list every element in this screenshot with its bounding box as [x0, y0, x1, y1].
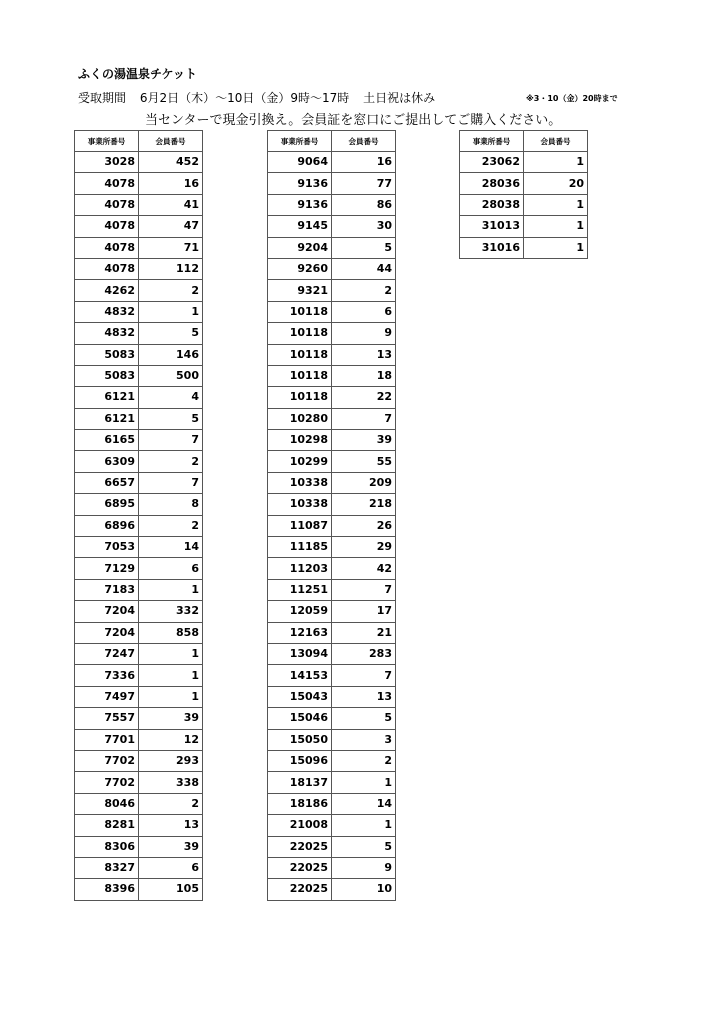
member-number-cell: 26 [332, 515, 396, 536]
office-number-cell: 6657 [75, 472, 139, 493]
table-row [268, 451, 396, 472]
table-header-row [75, 131, 203, 152]
member-number-cell: 1 [524, 194, 588, 215]
table-row [75, 430, 203, 451]
table-row [75, 344, 203, 365]
member-number-cell: 12 [139, 729, 203, 750]
table-row [75, 515, 203, 536]
office-number-cell: 11185 [268, 537, 332, 558]
member-number-cell: 7 [332, 665, 396, 686]
table-row [268, 750, 396, 771]
member-number-cell: 500 [139, 365, 203, 386]
table-row [268, 836, 396, 857]
exchange-info: 当センターで現金引換え。会員証を窓口にご提出してご購入ください。 [145, 113, 562, 128]
table-row [75, 301, 203, 322]
table-row [268, 323, 396, 344]
table-row [268, 643, 396, 664]
office-number-cell: 4078 [75, 194, 139, 215]
table-row [75, 793, 203, 814]
member-number-cell: 6 [332, 301, 396, 322]
table-row [75, 686, 203, 707]
table-row [268, 152, 396, 173]
table-row [268, 173, 396, 194]
office-number-cell: 7247 [75, 643, 139, 664]
table-row [75, 836, 203, 857]
office-number-cell: 28036 [460, 173, 524, 194]
table-row [75, 708, 203, 729]
table-row [75, 173, 203, 194]
office-number-cell: 10338 [268, 494, 332, 515]
office-number-cell: 10338 [268, 472, 332, 493]
office-number-cell: 18186 [268, 793, 332, 814]
office-number-cell: 8327 [75, 857, 139, 878]
table-row [268, 815, 396, 836]
office-number-cell: 9260 [268, 258, 332, 279]
office-number-cell: 4078 [75, 173, 139, 194]
table-row [460, 216, 588, 237]
member-number-cell: 16 [332, 152, 396, 173]
office-number-cell: 10118 [268, 344, 332, 365]
office-number-cell: 15096 [268, 750, 332, 771]
office-number-cell: 9321 [268, 280, 332, 301]
member-number-cell: 2 [139, 280, 203, 301]
table-row [75, 558, 203, 579]
member-number-cell: 9 [332, 857, 396, 878]
member-number-cell: 39 [139, 836, 203, 857]
office-number-cell: 8396 [75, 879, 139, 900]
member-number-cell: 1 [524, 152, 588, 173]
office-number-cell: 11087 [268, 515, 332, 536]
table-row [460, 173, 588, 194]
office-number-cell: 14153 [268, 665, 332, 686]
table-row [75, 258, 203, 279]
table-row [268, 857, 396, 878]
office-number-cell: 9204 [268, 237, 332, 258]
member-number-cell: 77 [332, 173, 396, 194]
office-number-header: 事業所番号 [268, 131, 332, 152]
member-number-cell: 1 [332, 815, 396, 836]
office-number-cell: 9145 [268, 216, 332, 237]
office-number-cell: 9136 [268, 194, 332, 215]
member-number-cell: 1 [139, 686, 203, 707]
member-number-cell: 2 [332, 280, 396, 301]
member-number-cell: 1 [524, 216, 588, 237]
member-number-cell: 30 [332, 216, 396, 237]
member-number-cell: 17 [332, 601, 396, 622]
table-row [75, 237, 203, 258]
member-number-cell: 338 [139, 772, 203, 793]
member-number-cell: 6 [139, 857, 203, 878]
member-number-cell: 55 [332, 451, 396, 472]
table-row [75, 494, 203, 515]
period-label: 受取期間 [78, 91, 127, 105]
office-number-cell: 18137 [268, 772, 332, 793]
table-row [268, 879, 396, 900]
office-number-cell: 10118 [268, 323, 332, 344]
member-number-cell: 13 [332, 344, 396, 365]
member-number-cell: 7 [332, 579, 396, 600]
member-number-cell: 218 [332, 494, 396, 515]
member-number-cell: 858 [139, 622, 203, 643]
table-row [268, 237, 396, 258]
table-row [75, 815, 203, 836]
table-header-row [268, 131, 396, 152]
office-number-cell: 11203 [268, 558, 332, 579]
member-number-header: 会員番号 [139, 131, 203, 152]
office-number-cell: 11251 [268, 579, 332, 600]
period-dates: 6月2日（木）～10日（金）9時～17時 [139, 91, 350, 105]
member-number-cell: 1 [139, 579, 203, 600]
member-number-cell: 283 [332, 643, 396, 664]
table-row [75, 772, 203, 793]
office-number-cell: 4078 [75, 216, 139, 237]
table-row [268, 708, 396, 729]
table-row [268, 729, 396, 750]
member-number-cell: 5 [139, 323, 203, 344]
member-number-cell: 3 [332, 729, 396, 750]
table-row [75, 622, 203, 643]
table-row [268, 772, 396, 793]
office-number-cell: 15050 [268, 729, 332, 750]
office-number-cell: 22025 [268, 836, 332, 857]
table-row [268, 430, 396, 451]
member-number-cell: 41 [139, 194, 203, 215]
table-row [75, 643, 203, 664]
member-number-cell: 8 [139, 494, 203, 515]
office-number-cell: 13094 [268, 643, 332, 664]
member-number-cell: 7 [139, 472, 203, 493]
table-row [75, 152, 203, 173]
closed-days: 土日祝は休み [363, 91, 436, 105]
office-number-cell: 22025 [268, 857, 332, 878]
member-number-cell: 2 [139, 515, 203, 536]
table-body [460, 152, 588, 259]
office-number-cell: 7701 [75, 729, 139, 750]
office-number-cell: 10118 [268, 301, 332, 322]
table-row [75, 857, 203, 878]
member-number-cell: 2 [139, 793, 203, 814]
office-number-cell: 7336 [75, 665, 139, 686]
member-number-cell: 39 [332, 430, 396, 451]
office-number-cell: 12163 [268, 622, 332, 643]
member-number-cell: 14 [332, 793, 396, 814]
office-number-cell: 6896 [75, 515, 139, 536]
office-number-header: 事業所番号 [460, 131, 524, 152]
table-row [268, 280, 396, 301]
office-number-cell: 7053 [75, 537, 139, 558]
table-row [75, 216, 203, 237]
office-number-cell: 5083 [75, 365, 139, 386]
member-number-cell: 1 [139, 643, 203, 664]
table-row [268, 686, 396, 707]
ticket-table-3 [459, 130, 588, 259]
table-row [75, 365, 203, 386]
member-number-cell: 293 [139, 750, 203, 771]
table-row [75, 280, 203, 301]
member-number-cell: 2 [332, 750, 396, 771]
table-row [75, 601, 203, 622]
office-number-cell: 6895 [75, 494, 139, 515]
table-body [268, 152, 396, 901]
member-number-cell: 42 [332, 558, 396, 579]
office-number-cell: 10118 [268, 365, 332, 386]
table-row [75, 879, 203, 900]
table-row [75, 579, 203, 600]
ticket-table-1 [74, 130, 203, 901]
table-row [268, 665, 396, 686]
table-row [268, 258, 396, 279]
table-row [268, 537, 396, 558]
table-row [460, 194, 588, 215]
member-number-cell: 39 [139, 708, 203, 729]
table-row [268, 344, 396, 365]
office-number-cell: 31016 [460, 237, 524, 258]
member-number-cell: 10 [332, 879, 396, 900]
member-number-cell: 5 [332, 708, 396, 729]
table-row [268, 216, 396, 237]
table-row [268, 793, 396, 814]
office-number-cell: 6121 [75, 408, 139, 429]
member-number-cell: 7 [139, 430, 203, 451]
member-number-cell: 332 [139, 601, 203, 622]
member-number-cell: 105 [139, 879, 203, 900]
office-number-cell: 10299 [268, 451, 332, 472]
office-number-cell: 7702 [75, 750, 139, 771]
table-row [460, 237, 588, 258]
table-row [268, 194, 396, 215]
office-number-cell: 7204 [75, 622, 139, 643]
table-row [268, 472, 396, 493]
office-number-cell: 7557 [75, 708, 139, 729]
member-number-cell: 71 [139, 237, 203, 258]
member-number-cell: 2 [139, 451, 203, 472]
member-number-cell: 209 [332, 472, 396, 493]
page-title: ふくの湯温泉チケット [78, 67, 197, 81]
office-number-cell: 6309 [75, 451, 139, 472]
office-number-cell: 7497 [75, 686, 139, 707]
member-number-cell: 22 [332, 387, 396, 408]
table-row [460, 152, 588, 173]
member-number-cell: 47 [139, 216, 203, 237]
office-number-cell: 7183 [75, 579, 139, 600]
table-row [268, 558, 396, 579]
table-row [268, 622, 396, 643]
member-number-cell: 5 [332, 836, 396, 857]
member-number-cell: 86 [332, 194, 396, 215]
table-row [268, 579, 396, 600]
table-row [268, 494, 396, 515]
office-number-cell: 7702 [75, 772, 139, 793]
table-row [75, 750, 203, 771]
member-number-cell: 146 [139, 344, 203, 365]
member-number-cell: 112 [139, 258, 203, 279]
pickup-period [78, 90, 445, 106]
table-row [75, 408, 203, 429]
office-number-cell: 6165 [75, 430, 139, 451]
office-number-cell: 10298 [268, 430, 332, 451]
table-row [268, 601, 396, 622]
office-number-cell: 3028 [75, 152, 139, 173]
office-number-cell: 28038 [460, 194, 524, 215]
table-row [268, 365, 396, 386]
office-number-header: 事業所番号 [75, 131, 139, 152]
table-row [75, 537, 203, 558]
office-number-cell: 21008 [268, 815, 332, 836]
table-row [75, 194, 203, 215]
member-number-cell: 1 [139, 665, 203, 686]
office-number-cell: 5083 [75, 344, 139, 365]
office-number-cell: 4262 [75, 280, 139, 301]
office-number-cell: 15046 [268, 708, 332, 729]
office-number-cell: 6121 [75, 387, 139, 408]
table-row [75, 387, 203, 408]
office-number-cell: 31013 [460, 216, 524, 237]
member-number-cell: 9 [332, 323, 396, 344]
member-number-cell: 452 [139, 152, 203, 173]
office-number-cell: 23062 [460, 152, 524, 173]
member-number-cell: 20 [524, 173, 588, 194]
member-number-cell: 13 [139, 815, 203, 836]
office-number-cell: 9064 [268, 152, 332, 173]
office-number-cell: 8046 [75, 793, 139, 814]
office-number-cell: 10280 [268, 408, 332, 429]
office-number-cell: 10118 [268, 387, 332, 408]
member-number-cell: 44 [332, 258, 396, 279]
member-number-header: 会員番号 [524, 131, 588, 152]
table-header-row [460, 131, 588, 152]
office-number-cell: 4078 [75, 237, 139, 258]
member-number-cell: 6 [139, 558, 203, 579]
office-number-cell: 4832 [75, 323, 139, 344]
office-number-cell: 7204 [75, 601, 139, 622]
office-number-cell: 22025 [268, 879, 332, 900]
member-number-cell: 13 [332, 686, 396, 707]
member-number-cell: 1 [139, 301, 203, 322]
ticket-table-2 [267, 130, 396, 901]
member-number-cell: 5 [139, 408, 203, 429]
office-number-cell: 8281 [75, 815, 139, 836]
table-row [268, 515, 396, 536]
member-number-cell: 5 [332, 237, 396, 258]
office-number-cell: 9136 [268, 173, 332, 194]
office-number-cell: 4832 [75, 301, 139, 322]
member-number-cell: 29 [332, 537, 396, 558]
member-number-cell: 1 [332, 772, 396, 793]
table-row [268, 387, 396, 408]
member-number-cell: 21 [332, 622, 396, 643]
member-number-cell: 1 [524, 237, 588, 258]
member-number-cell: 7 [332, 408, 396, 429]
table-body [75, 152, 203, 901]
member-number-cell: 14 [139, 537, 203, 558]
table-row [268, 408, 396, 429]
office-number-cell: 12059 [268, 601, 332, 622]
table-row [75, 323, 203, 344]
table-row [75, 451, 203, 472]
member-number-cell: 16 [139, 173, 203, 194]
table-row [75, 729, 203, 750]
office-number-cell: 7129 [75, 558, 139, 579]
table-row [268, 301, 396, 322]
office-number-cell: 8306 [75, 836, 139, 857]
table-row [75, 472, 203, 493]
office-number-cell: 4078 [75, 258, 139, 279]
table-row [75, 665, 203, 686]
member-number-cell: 4 [139, 387, 203, 408]
extended-hours-note: ※3・10（金）20時まで [526, 94, 618, 103]
office-number-cell: 15043 [268, 686, 332, 707]
member-number-header: 会員番号 [332, 131, 396, 152]
member-number-cell: 18 [332, 365, 396, 386]
